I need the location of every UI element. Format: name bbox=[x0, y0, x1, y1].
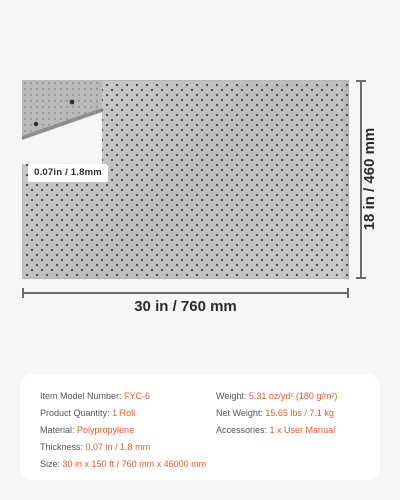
spec-quantity-label: Product Quantity: bbox=[40, 408, 110, 418]
spec-size-label: Size: bbox=[40, 459, 61, 469]
spec-model bbox=[40, 390, 150, 402]
spec-thickness bbox=[40, 441, 150, 453]
spec-material-value: Polypropylene bbox=[77, 425, 135, 435]
spec-size bbox=[40, 458, 206, 470]
zoom-circle-graphic bbox=[22, 80, 102, 164]
spec-accessories-label: Accessories: bbox=[216, 425, 268, 435]
spec-material-label: Material: bbox=[40, 425, 75, 435]
spec-thickness-label: Thickness: bbox=[40, 442, 84, 452]
spec-weight-label: Weight: bbox=[216, 391, 247, 401]
spec-accessories bbox=[216, 424, 335, 436]
spec-weight bbox=[216, 390, 337, 402]
thickness-label: 0.07in / 1.8mm bbox=[28, 164, 108, 182]
spec-net-weight-label: Net Weight: bbox=[216, 408, 263, 418]
spec-model-value: FYC-6 bbox=[124, 391, 151, 401]
pad-edge-shading bbox=[337, 80, 349, 279]
width-dimension-line bbox=[22, 292, 349, 294]
spec-thickness-value: 0.07 in / 1.8 mm bbox=[85, 442, 151, 452]
spec-material bbox=[40, 424, 134, 436]
spec-net-weight-value: 15.65 lbs / 7.1 kg bbox=[265, 408, 334, 418]
height-dimension-label: 18 in / 460 mm bbox=[361, 127, 378, 231]
spec-weight-value: 5.31 oz/yd² (180 g/m²) bbox=[248, 391, 338, 401]
spec-quantity bbox=[40, 407, 135, 419]
thickness-zoom-inset bbox=[22, 80, 102, 164]
spec-model-label: Item Model Number: bbox=[40, 391, 122, 401]
spec-net-weight bbox=[216, 407, 334, 419]
width-dimension-label: 30 in / 760 mm bbox=[134, 298, 237, 315]
spec-accessories-value: 1 x User Manual bbox=[269, 425, 336, 435]
spec-size-value: 30 in x 150 ft / 760 mm x 46000 mm bbox=[62, 459, 207, 469]
spec-card bbox=[20, 374, 380, 480]
spec-quantity-value: 1 Roll bbox=[112, 408, 136, 418]
